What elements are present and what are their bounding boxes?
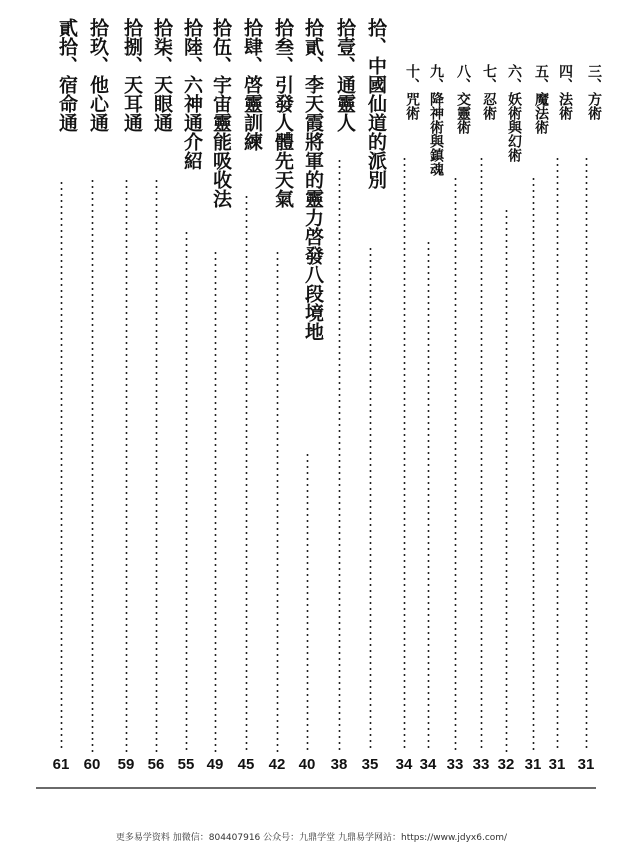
toc-page-number: 56 <box>147 756 165 773</box>
toc-page-number: 33 <box>472 756 490 773</box>
toc-leader-dots <box>185 230 188 752</box>
toc-entry-title: 八、交靈術 <box>455 64 471 134</box>
toc-entry <box>324 0 354 790</box>
toc-entry <box>292 0 322 790</box>
toc-page-number: 38 <box>330 756 348 773</box>
toc-leader-dots <box>480 156 483 752</box>
toc-entry-title: 拾伍、宇宙靈能吸收法 <box>210 18 232 208</box>
toc-entry-title: 拾貳、李天霞將軍的靈力啓發八段境地 <box>302 18 324 341</box>
toc-entry <box>46 0 76 790</box>
toc-entry-title: 四、法術 <box>557 64 573 120</box>
toc-entry-title: 九、降神術與鎮魂 <box>428 64 444 176</box>
toc-page-number: 35 <box>361 756 379 773</box>
toc-leader-dots <box>427 240 430 752</box>
toc-leader-dots <box>454 176 457 752</box>
toc-leader-dots <box>306 452 309 752</box>
toc-entry-title: 拾玖、他心通 <box>87 18 109 132</box>
toc-leader-dots <box>60 180 63 752</box>
toc-entry <box>389 0 419 790</box>
toc-entry-title: 拾、中國仙道的派別 <box>365 18 387 189</box>
toc-leader-dots <box>276 250 279 752</box>
toc-leader-dots <box>403 156 406 752</box>
toc-page-number: 34 <box>395 756 413 773</box>
toc-leader-dots <box>155 178 158 752</box>
toc-entry-title: 貳拾、宿命通 <box>56 18 78 132</box>
toc-entry <box>355 0 385 790</box>
toc-leader-dots <box>245 194 248 752</box>
toc-entry <box>262 0 292 790</box>
toc-entry <box>518 0 548 790</box>
toc-entry <box>231 0 261 790</box>
toc-leader-dots <box>125 178 128 752</box>
toc-leader-dots <box>214 250 217 752</box>
toc-entry-title: 十、咒術 <box>404 64 420 120</box>
toc-page-number: 32 <box>497 756 515 773</box>
footer-note: 更多易学资料 加微信：804407916 公众号：九鼎学堂 九鼎易学网站：https://www.jdyx6.com/ <box>115 833 508 843</box>
toc-entry-title: 拾叁、引發人體先天氣 <box>272 18 294 208</box>
toc-leader-dots <box>91 178 94 752</box>
toc-entry <box>440 0 470 790</box>
toc-leader-dots <box>532 176 535 752</box>
toc-page-number: 33 <box>446 756 464 773</box>
toc-entry-title: 拾肆、啓靈訓練 <box>241 18 263 151</box>
toc-page-number: 42 <box>268 756 286 773</box>
toc-entry <box>111 0 141 790</box>
toc-page-number: 31 <box>548 756 566 773</box>
toc-entry <box>171 0 201 790</box>
toc-entry <box>77 0 107 790</box>
toc-page-number: 60 <box>83 756 101 773</box>
toc-page-number: 59 <box>117 756 135 773</box>
toc-page-number: 40 <box>298 756 316 773</box>
toc-entry <box>571 0 601 790</box>
toc-entry-title: 拾柒、天眼通 <box>151 18 173 132</box>
toc-entry-title: 三、方術 <box>586 64 602 120</box>
toc-page-number: 31 <box>524 756 542 773</box>
toc-entry-title: 拾捌、天耳通 <box>121 18 143 132</box>
toc-entry-title: 六、妖術與幻術 <box>506 64 522 162</box>
toc-entry <box>200 0 230 790</box>
toc-entry-title: 五、魔法術 <box>533 64 549 134</box>
bottom-rule <box>36 787 596 789</box>
toc-page-number: 45 <box>237 756 255 773</box>
toc-leader-dots <box>556 156 559 752</box>
toc-page-number: 34 <box>419 756 437 773</box>
toc-page-number: 31 <box>577 756 595 773</box>
toc-entry-title: 拾壹、通靈人 <box>334 18 356 132</box>
toc-leader-dots <box>338 158 341 752</box>
toc-leader-dots <box>369 246 372 752</box>
toc-page-number: 55 <box>177 756 195 773</box>
toc-leader-dots <box>585 156 588 752</box>
toc-page-number: 49 <box>206 756 224 773</box>
toc-entry-title: 七、忍術 <box>481 64 497 120</box>
toc-page-number: 61 <box>52 756 70 773</box>
toc-entry-title: 拾陸、六神通介紹 <box>181 18 203 170</box>
toc-leader-dots <box>505 208 508 752</box>
toc-entry <box>141 0 171 790</box>
